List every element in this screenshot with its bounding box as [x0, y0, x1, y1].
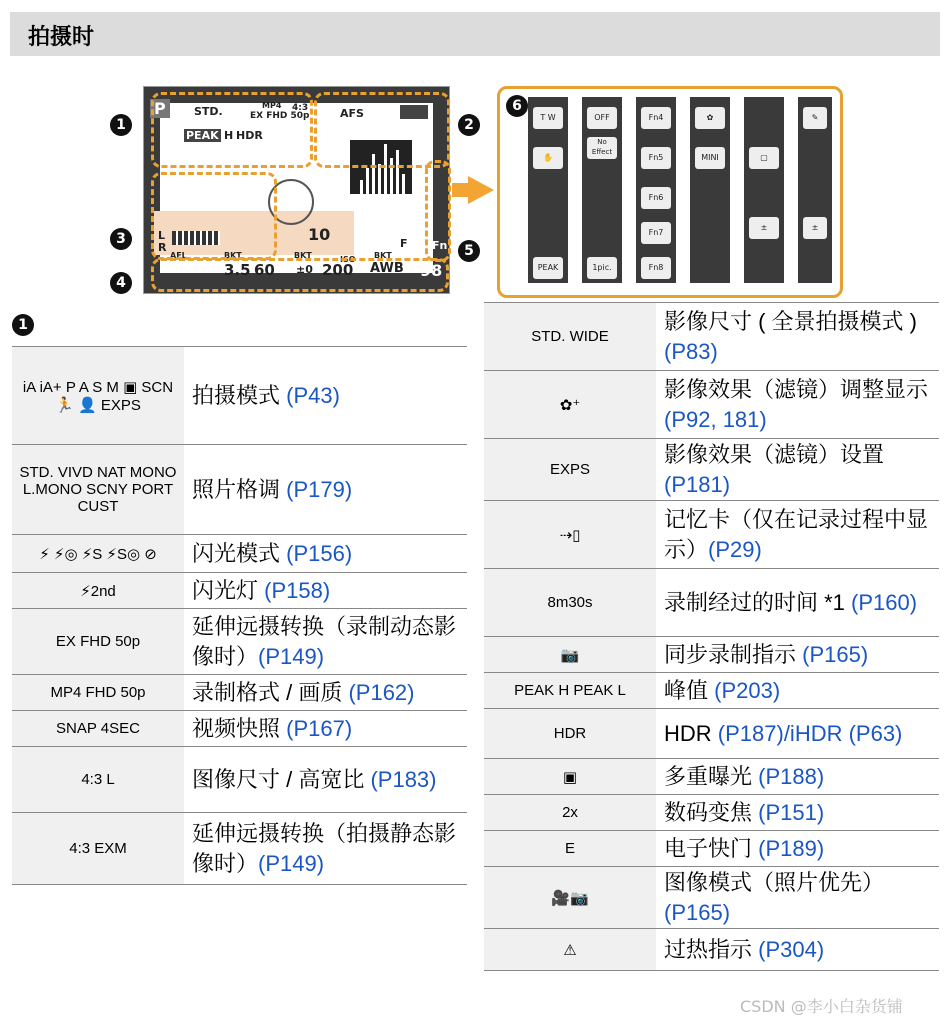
- section1-row: [12, 347, 467, 445]
- section1-row-icon: EX FHD 50p: [12, 609, 184, 675]
- section1-row: [12, 609, 467, 675]
- row-text: 拍摄模式: [192, 382, 287, 408]
- frame-icon: ▢: [749, 147, 779, 169]
- row-text: 延伸远摄转换（拍摄静态影像时）: [192, 820, 457, 876]
- callout-3: 3: [110, 228, 132, 250]
- section1-row: [12, 535, 467, 573]
- row-text: HDR: [664, 720, 718, 746]
- lcd-lr-l: L: [158, 229, 166, 242]
- page-ref-link[interactable]: (P203): [714, 677, 781, 703]
- section2-row-desc: [656, 637, 939, 673]
- off-icon: OFF: [587, 107, 617, 129]
- lcd-lr-r: R: [158, 241, 167, 254]
- section2-row-icon: ⚠: [484, 929, 656, 971]
- section1-row-icon: iA iA+ P A S M ▣ SCN 🏃 👤 EXPS: [12, 347, 184, 445]
- page-ref-link[interactable]: (P149): [258, 850, 325, 876]
- callout-4: 4: [110, 272, 132, 294]
- section2-row-icon: PEAK H PEAK L: [484, 673, 656, 709]
- row-text: 数码变焦: [664, 799, 759, 825]
- fn7-icon: Fn7: [641, 222, 671, 244]
- row-text: 视频快照: [192, 715, 287, 741]
- lcd-peak-level: H: [224, 129, 234, 142]
- row-text: 闪光模式: [192, 540, 287, 566]
- page-ref-link[interactable]: (P92, 181): [664, 406, 767, 432]
- lcd-format: MP4: [262, 101, 282, 110]
- callout-area-5: [425, 160, 451, 262]
- lcd-quality: EX FHD 50p: [250, 111, 310, 121]
- lcd-value10: 10: [308, 225, 331, 244]
- section1-row-icon: 4:3 L: [12, 747, 184, 813]
- section1-row: [12, 747, 467, 813]
- row-text: 多重曝光: [664, 763, 759, 789]
- lcd-afs: AFS: [340, 107, 364, 120]
- lcd-peak: PEAK: [186, 129, 219, 142]
- callout-5: 5: [458, 240, 480, 262]
- section-title: 拍摄时: [28, 25, 95, 50]
- row-text: 过热指示: [664, 936, 759, 962]
- page-ref-link[interactable]: (P151): [758, 799, 825, 825]
- section2-row-desc: [656, 795, 939, 831]
- section2-row-icon: 🎥📷: [484, 867, 656, 929]
- lcd-style: STD.: [194, 105, 223, 118]
- section1-row-desc: [184, 535, 467, 573]
- section2-row-icon: ▣: [484, 759, 656, 795]
- page-ref-link[interactable]: (P183): [370, 766, 437, 792]
- touch-shutter-icon: ✋: [533, 147, 563, 169]
- zoom-icon: T W: [533, 107, 563, 129]
- callout-area-1: [151, 92, 313, 168]
- section2-row: [484, 867, 939, 929]
- fn6-icon: Fn6: [641, 187, 671, 209]
- section1-row-desc: [184, 609, 467, 675]
- section1-row-desc: [184, 573, 467, 609]
- effect-icon: ✿: [695, 107, 725, 129]
- row-text: 同步录制指示: [664, 641, 803, 667]
- row-text: 延伸远摄转换（录制动态影像时）: [192, 613, 457, 669]
- section2-row-desc: [656, 831, 939, 867]
- lcd-hdr: HDR: [236, 129, 263, 142]
- page-ref-link[interactable]: (P43): [286, 382, 340, 408]
- callout-6: 6: [506, 95, 528, 117]
- callout-1: 1: [110, 114, 132, 136]
- watermark: CSDN @李小白杂货铺: [740, 997, 903, 1016]
- page-ref-link[interactable]: (P29): [708, 536, 762, 562]
- callout-area-3: [151, 172, 277, 260]
- section2-row-desc: [656, 569, 939, 637]
- page-ref-link[interactable]: (P167): [286, 715, 353, 741]
- section-1-table: [12, 346, 467, 885]
- tab-strip-3: [636, 97, 676, 283]
- callout-area-4: [151, 258, 449, 292]
- fn5-icon: Fn5: [641, 147, 671, 169]
- page-ref-link[interactable]: (P165): [802, 641, 869, 667]
- lcd-exp: ±0: [296, 263, 313, 276]
- tab-strip-1: [528, 97, 568, 283]
- page-ref-link[interactable]: (P149): [258, 643, 325, 669]
- lcd-fvalue: 3.5: [224, 261, 251, 279]
- lcd-f-label: F: [400, 237, 408, 250]
- lcd-shots: 98: [420, 261, 443, 280]
- lcd-iso: 200: [322, 261, 354, 279]
- page-ref-link[interactable]: (P165): [664, 899, 731, 925]
- section2-row-icon: STD. WIDE: [484, 303, 656, 371]
- page-ref-link[interactable]: (P162): [348, 679, 415, 705]
- section2-row-desc: [656, 673, 939, 709]
- section1-row: [12, 813, 467, 885]
- section2-row-desc: [656, 709, 939, 759]
- page-ref-link[interactable]: (P189): [758, 835, 825, 861]
- section1-row-icon: MP4 FHD 50p: [12, 675, 184, 711]
- lcd-ael: AEL: [170, 251, 187, 260]
- section2-row-desc: [656, 867, 939, 929]
- section2-row: [484, 929, 939, 971]
- section2-row-desc: [656, 759, 939, 795]
- page-ref-link[interactable]: (P158): [264, 577, 331, 603]
- section1-row-desc: [184, 711, 467, 747]
- page-ref-link[interactable]: (P188): [758, 763, 825, 789]
- row-text: 电子快门: [664, 835, 759, 861]
- row-text: 闪光灯: [192, 577, 265, 603]
- section2-row: [484, 501, 939, 569]
- section2-row-icon: 📷: [484, 637, 656, 673]
- section2-row: [484, 709, 939, 759]
- fn8-icon: Fn8: [641, 257, 671, 279]
- row-text: 记忆卡（仅在记录过程中显示）: [664, 506, 929, 562]
- arrow-right-icon: [468, 176, 494, 204]
- page-ref-link[interactable]: (P160): [851, 589, 918, 615]
- lcd-fn-label: Fn: [432, 239, 448, 252]
- mini-icon: MINI: [695, 147, 725, 169]
- section-header: [10, 12, 940, 56]
- lcd-bkt3: BKT: [374, 251, 392, 260]
- section2-row: [484, 637, 939, 673]
- tab-strip-6: [798, 97, 832, 283]
- section1-row-desc: [184, 813, 467, 885]
- tab-strip-4: [690, 97, 730, 283]
- lcd-awb: AWB: [370, 261, 404, 276]
- section2-row-icon: HDR: [484, 709, 656, 759]
- section2-row: [484, 439, 939, 501]
- page-ref-link[interactable]: (P187)/iHDR (P63): [717, 720, 903, 746]
- section1-row: [12, 445, 467, 535]
- section1-row-icon: SNAP 4SEC: [12, 711, 184, 747]
- section-2-table: [484, 302, 939, 971]
- section2-row: [484, 371, 939, 439]
- section1-row: [12, 675, 467, 711]
- section1-row-icon: ⚡2nd: [12, 573, 184, 609]
- page-ref-link[interactable]: (P304): [758, 936, 825, 962]
- section2-row: [484, 303, 939, 371]
- callout-2: 2: [458, 114, 480, 136]
- tab-strip-2: [582, 97, 622, 283]
- section1-row-desc: [184, 347, 467, 445]
- section2-row-icon: ✿⁺: [484, 371, 656, 439]
- one-pic-icon: 1pic.: [587, 257, 617, 279]
- page-ref-link[interactable]: (P83): [664, 338, 718, 364]
- row-text: 图像尺寸 / 高宽比: [192, 766, 371, 792]
- lcd-bkt2: BKT: [294, 251, 312, 260]
- section2-row-desc: [656, 439, 939, 501]
- row-text: 录制格式 / 画质: [192, 679, 349, 705]
- exposure-icon-2: ±: [803, 217, 827, 239]
- peak-icon: PEAK: [533, 257, 563, 279]
- section2-row-icon: EXPS: [484, 439, 656, 501]
- section2-row-desc: [656, 303, 939, 371]
- lcd-shutter: 60: [254, 261, 275, 279]
- row-text: 影像效果（滤镜）设置: [664, 441, 885, 467]
- dropper-icon: ✎: [803, 107, 827, 129]
- section2-row: [484, 569, 939, 637]
- section1-row-desc: [184, 747, 467, 813]
- row-text: 影像尺寸 ( 全景拍摄模式 ): [664, 308, 917, 334]
- lcd-iso-label: ISO: [340, 255, 356, 264]
- lcd-aspect: 4:3: [292, 103, 309, 113]
- exposure-icon: ±: [749, 217, 779, 239]
- section2-row-icon: E: [484, 831, 656, 867]
- row-text: 图像模式（照片优先）: [664, 869, 885, 895]
- section2-row-icon: 2x: [484, 795, 656, 831]
- row-text: 照片格调: [192, 476, 287, 502]
- section2-row: [484, 795, 939, 831]
- no-effect-icon: No Effect: [587, 137, 617, 159]
- section-1-marker: 1: [12, 314, 34, 336]
- section2-row-icon: ⇢▯: [484, 501, 656, 569]
- section2-row-desc: [656, 501, 939, 569]
- section2-row: [484, 673, 939, 709]
- section1-row: [12, 711, 467, 747]
- callout-area-2: [314, 92, 450, 168]
- section2-row-desc: [656, 371, 939, 439]
- lcd-mode: P: [150, 99, 170, 118]
- section1-row-icon: ⚡ ⚡◎ ⚡S ⚡S◎ ⊘: [12, 535, 184, 573]
- lcd-bkt1: BKT: [224, 251, 242, 260]
- row-text: 录制经过的时间 *1: [664, 589, 852, 615]
- tab-strip-5: [744, 97, 784, 283]
- row-text: 影像效果（滤镜）调整显示: [664, 376, 929, 402]
- section1-row-icon: STD. VIVD NAT MONO L.MONO SCNY PORT CUST: [12, 445, 184, 535]
- row-text: 峰值: [664, 677, 715, 703]
- section2-row-icon: 8m30s: [484, 569, 656, 637]
- section1-row-desc: [184, 675, 467, 711]
- section1-row-icon: 4:3 EXM: [12, 813, 184, 885]
- fn4-icon: Fn4: [641, 107, 671, 129]
- section1-row-desc: [184, 445, 467, 535]
- touch-tab-panel: [497, 86, 843, 298]
- page-ref-link[interactable]: (P179): [286, 476, 353, 502]
- section2-row: [484, 831, 939, 867]
- section2-row-desc: [656, 929, 939, 971]
- page-ref-link[interactable]: (P181): [664, 471, 731, 497]
- section1-row: [12, 573, 467, 609]
- section2-row: [484, 759, 939, 795]
- page-ref-link[interactable]: (P156): [286, 540, 353, 566]
